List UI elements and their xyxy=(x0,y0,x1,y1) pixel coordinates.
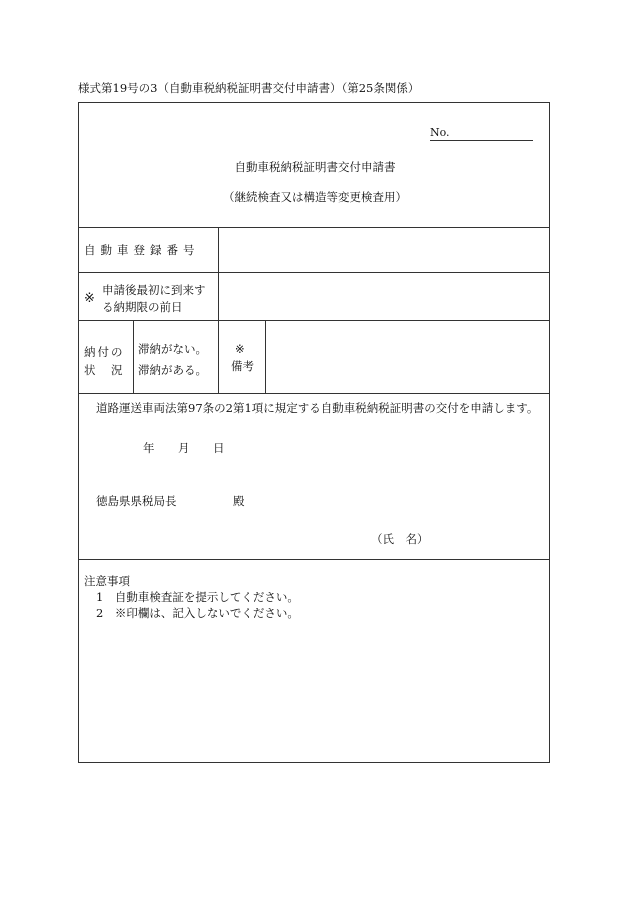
number-label: No. xyxy=(430,126,450,139)
declaration-statement: 道路運送車両法第97条の2第1項に規定する自動車税納税証明書の交付を申請します。 xyxy=(96,401,539,415)
note-item-2: 2 ※印欄は、記入しないでください。 xyxy=(96,606,299,620)
payment-status-label-line1: 納付の xyxy=(84,345,125,359)
office-use-mark: ※ xyxy=(84,291,95,306)
applicant-name-label: （氏 名） xyxy=(371,532,429,546)
notes-heading: 注意事項 xyxy=(84,574,130,588)
number-field-underline[interactable] xyxy=(430,140,533,141)
date-year-label: 年 xyxy=(143,441,155,455)
payment-status-label-line2: 状 況 xyxy=(84,363,125,377)
option-arrears[interactable]: 滞納がある。 xyxy=(138,363,207,377)
remarks-label: 備考 xyxy=(231,359,254,373)
registration-number-label: 自動車登録番号 xyxy=(84,243,200,257)
deadline-label-line1: 申請後最初に到来す xyxy=(102,283,206,297)
deadline-label-line2: る納期限の前日 xyxy=(102,300,183,314)
registration-number-field[interactable] xyxy=(219,228,549,272)
deadline-field[interactable] xyxy=(219,273,549,320)
form-subtitle: （継続検査又は構造等変更検査用） xyxy=(223,190,407,204)
addressee-honorific: 殿 xyxy=(233,494,245,508)
rule-payment-bottom xyxy=(78,393,550,394)
form-number-caption: 様式第19号の3（自動車税納税証明書交付申請書）（第25条関係） xyxy=(78,81,420,95)
addressee: 徳島県県税局長 xyxy=(96,494,177,508)
rule-payment-label-column xyxy=(133,320,134,393)
form-title: 自動車税納税証明書交付申請書 xyxy=(234,160,396,174)
remarks-office-use-mark: ※ xyxy=(235,342,245,356)
rule-payment-options-column xyxy=(218,320,219,393)
option-no-arrears[interactable]: 滞納がない。 xyxy=(138,342,207,356)
rule-declaration-bottom xyxy=(78,559,550,560)
date-month-label: 月 xyxy=(178,441,190,455)
note-item-1: 1 自動車検査証を提示してください。 xyxy=(96,590,299,604)
date-day-label: 日 xyxy=(213,441,225,455)
remarks-field[interactable] xyxy=(266,321,549,393)
